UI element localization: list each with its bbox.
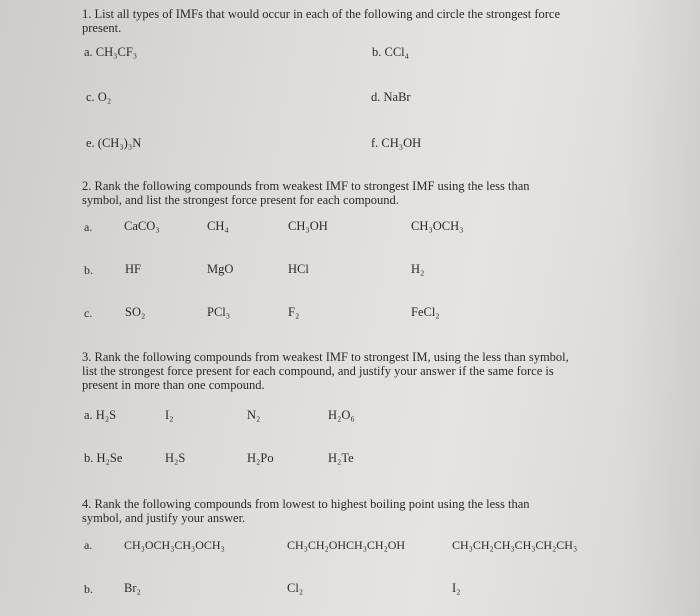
q3-row-b-item: H₂Po	[247, 451, 274, 465]
q2-row-a-label: a.	[84, 220, 93, 234]
q2-row-b-label: b.	[84, 263, 93, 277]
q2-row-c-label: c.	[84, 306, 93, 320]
q3-prompt-line1: 3. Rank the following compounds from weakest IMF to strongest IM, using the less than symbol,	[82, 350, 569, 364]
q2-row-a-item: CH₃OH	[288, 219, 328, 233]
q1-item-a: a. CH₃CF₃	[84, 45, 138, 59]
q1-item-e: e. (CH₃)₃N	[86, 136, 142, 150]
q2-row-a-item: CH₃OCH₃	[411, 219, 464, 233]
q2-row-a-item: CaCO₃	[124, 219, 160, 233]
q4-row-b-label: b.	[84, 582, 93, 596]
q3-row-b-item: H₂Te	[328, 451, 354, 465]
q3-prompt-line2: list the strongest force present for each compound, and justify your answer if the same force is	[82, 364, 554, 378]
q1-item-f: f. CH₃OH	[371, 136, 422, 150]
q1-item-d: d. NaBr	[371, 90, 411, 104]
q2-row-a-item: CH₄	[207, 219, 229, 233]
q2-prompt-line2: symbol, and list the strongest force present for each compound.	[82, 193, 399, 207]
q1-item-b: b. CCl₄	[372, 45, 410, 59]
q2-row-b-item: HF	[125, 262, 141, 276]
q4-row-b-item: Br₂	[124, 581, 141, 595]
q4-prompt-line2: symbol, and justify your answer.	[82, 511, 246, 525]
q4-row-a-item: CH₃CH₂CH₃CH₃CH₂CH₃	[452, 538, 578, 552]
q2-row-c-item: FeCl₂	[411, 305, 440, 319]
q4-row-a-item: CH₃OCH₃CH₃OCH₃	[124, 538, 225, 552]
q3-row-a-label: a. H₂S	[84, 408, 117, 422]
q4-row-a-item: CH₃CH₂OHCH₃CH₂OH	[287, 538, 406, 552]
q4-row-a-label: a.	[84, 538, 93, 552]
q2-row-b-item: HCl	[288, 262, 309, 276]
q4-row-b-item: I₂	[452, 581, 461, 595]
q3-row-a-item: I₂	[165, 408, 174, 422]
q2-row-c-item: SO₂	[125, 305, 146, 319]
q2-row-c-item: F₂	[288, 305, 300, 319]
q3-row-b-item: H₂S	[165, 451, 186, 465]
q2-prompt-line1: 2. Rank the following compounds from weakest IMF to strongest IMF using the less than	[82, 179, 530, 193]
q3-row-b-label: b. H₂Se	[84, 451, 123, 465]
q3-row-a-item: H₂O₆	[328, 408, 355, 422]
page-shadow	[620, 0, 700, 616]
q3-prompt-line3: present in more than one compound.	[82, 378, 265, 392]
q2-row-b-item: MgO	[207, 262, 234, 276]
q3-row-a-item: N₂	[247, 408, 261, 422]
q2-row-b-item: H₂	[411, 262, 425, 276]
q1-prompt-line2: present.	[82, 21, 122, 35]
q4-prompt-line1: 4. Rank the following compounds from lowest to highest boiling point using the less than	[82, 497, 530, 511]
q2-row-c-item: PCl₃	[207, 305, 231, 319]
q1-prompt-line1: 1. List all types of IMFs that would occur in each of the following and circle the strongest force	[82, 7, 560, 21]
q1-item-c: c. O₂	[86, 90, 112, 104]
q4-row-b-item: Cl₂	[287, 581, 304, 595]
